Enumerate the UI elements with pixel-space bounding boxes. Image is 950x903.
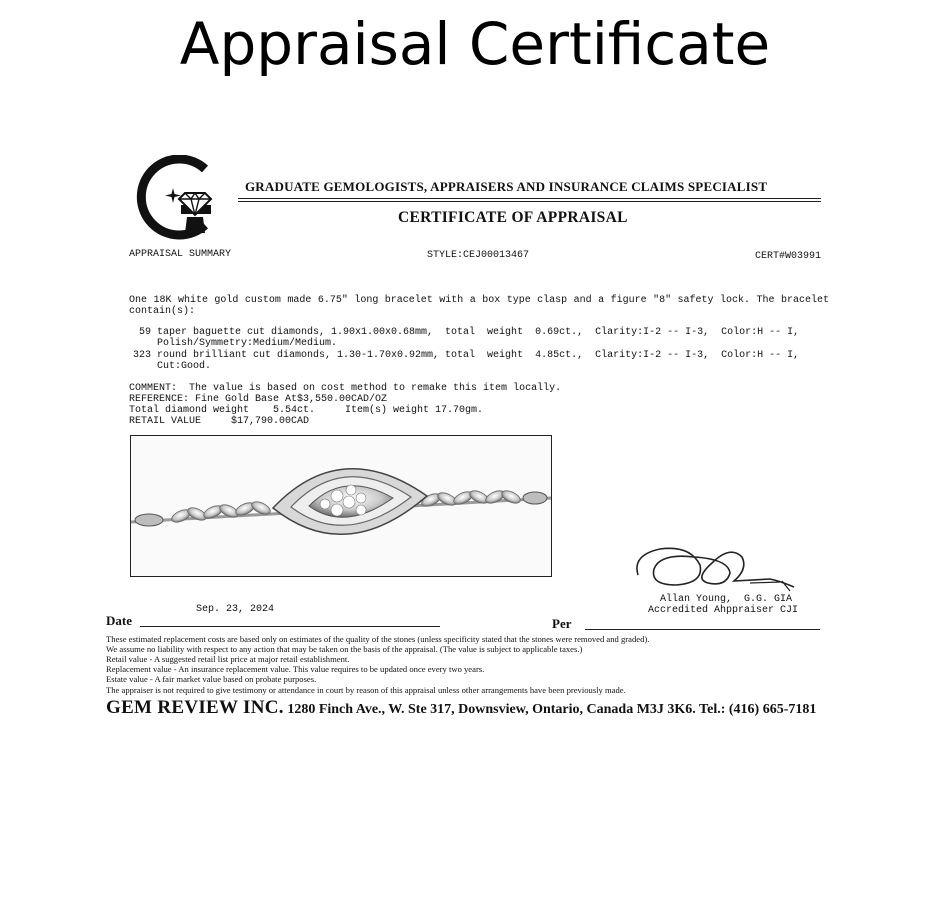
- retail-value-line: RETAIL VALUE $17,790.00CAD: [129, 416, 310, 427]
- date-underline: [140, 626, 440, 627]
- diamond-item-1-line1: 59 taper baguette cut diamonds, 1.90x1.00x0.68mm, total weight 0.69ct., Clarity:I-2 -- I-3, Color:H -- I,: [133, 327, 800, 338]
- bracelet-photo: [130, 435, 552, 577]
- appraiser-title: Accredited Ahppraiser CJI: [648, 605, 799, 616]
- weights-line: Total diamond weight 5.54ct. Item(s) weight 17.70gm.: [129, 405, 484, 416]
- disclaimer-line-4: Replacement value - An insurance replacement value. This value requires to be updated once every two years.: [106, 664, 485, 674]
- organization-tagline: GRADUATE GEMOLOGISTS, APPRAISERS AND INSURANCE CLAIMS SPECIALIST: [245, 179, 768, 194]
- per-label: Per: [552, 616, 572, 631]
- reference-line: REFERENCE: Fine Gold Base At$3,550.00CAD/OZ: [129, 394, 388, 405]
- disclaimer-line-5: Estate value - A fair market value based on probate purposes.: [106, 674, 317, 684]
- header-rule-top: [238, 198, 821, 199]
- page-title: Appraisal Certificate: [179, 10, 771, 78]
- appraiser-name: Allan Young, G.G. GIA: [660, 594, 793, 605]
- diamond-item-2-line1: 323 round brilliant cut diamonds, 1.30-1.70x0.92mm, total weight 4.85ct., Clarity:I-2 -- I-3, Color:H -- I,: [133, 350, 800, 361]
- per-underline: [585, 629, 820, 630]
- header-rule-bottom: [238, 201, 821, 202]
- company-logo: [133, 155, 215, 245]
- disclaimer-line-1: These estimated replacement costs are based only on estimates of the quality of the stones (unless specificity stated that the stones were removed and graded).: [106, 634, 650, 644]
- diamond-item-2-line2: Cut:Good.: [133, 361, 212, 372]
- company-name: GEM REVIEW INC.: [106, 697, 284, 718]
- disclaimer-line-2: We assume no liability with respect to any action that may be taken on the basis of the appraisal. (The value is subject to applicable taxes.): [106, 644, 583, 654]
- disclaimer-line-6: The appraiser is not required to give testimony or attendance in court by reason of this appraisal unless other arrangements have been previously made.: [106, 685, 626, 695]
- comment-line: COMMENT: The value is based on cost method to remake this item locally.: [129, 383, 562, 394]
- item-description: One 18K white gold custom made 6.75" long bracelet with a box type clasp and a figure "8" safety lock. The bracelet contain(s):: [129, 295, 829, 317]
- diamond-item-1-line2: Polish/Symmetry:Medium/Medium.: [133, 338, 338, 349]
- company-footer: [106, 697, 816, 719]
- certificate-number: CERT#W03991: [755, 251, 822, 262]
- appraisal-summary-label: APPRAISAL SUMMARY: [129, 249, 232, 260]
- style-number: STYLE:CEJ00013467: [427, 250, 530, 261]
- company-address: 1280 Finch Ave., W. Ste 317, Downsview, Ontario, Canada M3J 3K6. Tel.: (416) 665-7181: [283, 702, 817, 717]
- appraisal-date: Sep. 23, 2024: [196, 604, 275, 615]
- disclaimer-line-3: Retail value - A suggested retail list price at major retail establishment.: [106, 654, 350, 664]
- certificate-heading: CERTIFICATE OF APPRAISAL: [398, 209, 628, 226]
- date-label: Date: [106, 613, 132, 628]
- handwritten-signature: [630, 535, 800, 595]
